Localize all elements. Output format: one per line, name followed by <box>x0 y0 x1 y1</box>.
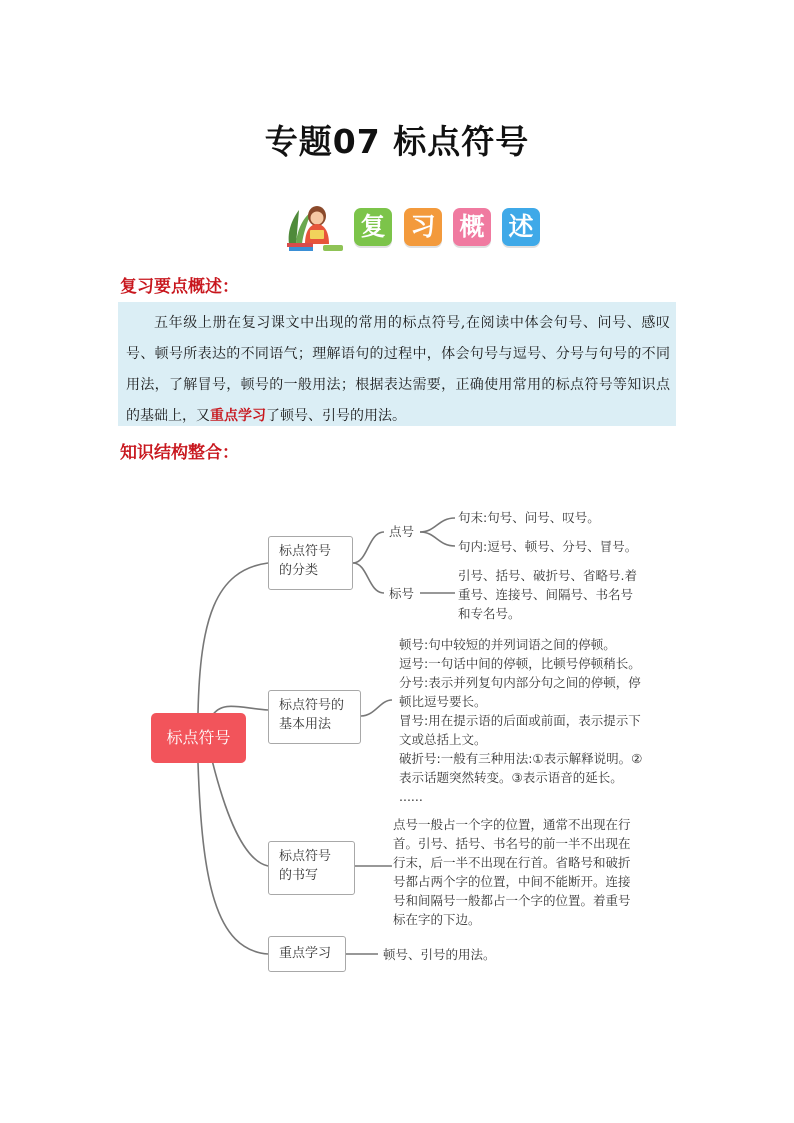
writing-line: 号都占两个字的位置，中间不能断开。连接 <box>393 874 631 889</box>
review-heading: 复习要点概述： <box>120 277 239 297</box>
usage-line: 冒号:用在提示语的后面或前面，表示提示下 <box>399 713 641 728</box>
structure-heading: 知识结构整合： <box>120 443 239 463</box>
leaf-biaohao-list <box>458 566 637 623</box>
usage-line: 文或总括上文。 <box>399 732 487 747</box>
banner-tile-fu: 复 <box>354 208 392 246</box>
node-focus: 重点学习 <box>268 936 346 972</box>
writing-line: 号和间隔号一般都占一个字的位置。着重号 <box>393 893 631 908</box>
banner-tile-shu: 述 <box>502 208 540 246</box>
usage-line: 表示话题突然转变。③表示语音的延长。 <box>399 770 623 785</box>
node-basic-usage <box>268 690 361 744</box>
usage-line: 破折号:一般有三种用法:①表示解释说明。② <box>399 751 643 766</box>
page-title: 专题07 标点符号 <box>264 122 530 161</box>
leaf-writing <box>393 815 631 929</box>
writing-line: 首。引号、括号、书名号的前一半不出现在 <box>393 836 631 851</box>
leaf-basic-usage <box>399 635 642 806</box>
usage-line: 逗号:一句话中间的停顿，比顿号停顿稍长。 <box>399 656 641 671</box>
node-basic-usage-line2: 基本用法 <box>279 717 332 732</box>
writing-line: 行末，后一半不出现在行首。省略号和破折 <box>393 855 631 870</box>
writing-line: 标在字的下边。 <box>393 912 481 927</box>
summary-emphasis: 重点学习 <box>210 408 266 424</box>
usage-line: 顿比逗号要长。 <box>399 694 487 709</box>
banner-tile-xi: 习 <box>404 208 442 246</box>
node-dianhao: 点号 <box>389 524 415 539</box>
node-biaohao: 标号 <box>389 586 415 601</box>
usage-line: 顿号:句中较短的并列词语之间的停顿。 <box>399 637 616 652</box>
summary-text-before: 五年级上册在复习课文中出现的常用的标点符号,在阅读中体会句号、问号、感叹号、顿号所表达的不同语气；理解语句的过程中，体会句号与逗号、分号与句号的不同用法，了解冒号，顿号的一般用法；根据表达需要，正确使用常用的标点符号等知识点的基础上，又 <box>126 315 670 424</box>
leaf-focus: 顿号、引号的用法。 <box>383 947 496 962</box>
node-basic-usage-line1: 标点符号的 <box>279 698 345 713</box>
node-writing-line1: 标点符号 <box>279 849 332 864</box>
node-writing-line2: 的书写 <box>279 868 319 883</box>
node-classification-line1: 标点符号 <box>279 544 332 559</box>
usage-line: ...... <box>399 789 423 804</box>
banner-tile-gai: 概 <box>453 208 491 246</box>
node-writing <box>268 841 355 895</box>
leaf-junei: 句内:逗号、顿号、分号、冒号。 <box>458 539 638 554</box>
usage-line: 分号:表示并列复句内部分句之间的停顿，停 <box>399 675 641 690</box>
node-classification <box>268 536 353 590</box>
summary-text-after: 了顿号、引号的用法。 <box>266 408 406 424</box>
biaohao-line: 和专名号。 <box>458 606 521 621</box>
biaohao-line: 引号、括号、破折号、省略号.着 <box>458 568 637 583</box>
biaohao-line: 重号、连接号、间隔号、书名号 <box>458 587 634 602</box>
leaf-juwei: 句末:句号、问号、叹号。 <box>458 510 600 525</box>
mindmap-root: 标点符号 <box>151 713 246 763</box>
writing-line: 点号一般占一个字的位置，通常不出现在行 <box>393 817 631 832</box>
node-classification-line2: 的分类 <box>279 563 319 578</box>
